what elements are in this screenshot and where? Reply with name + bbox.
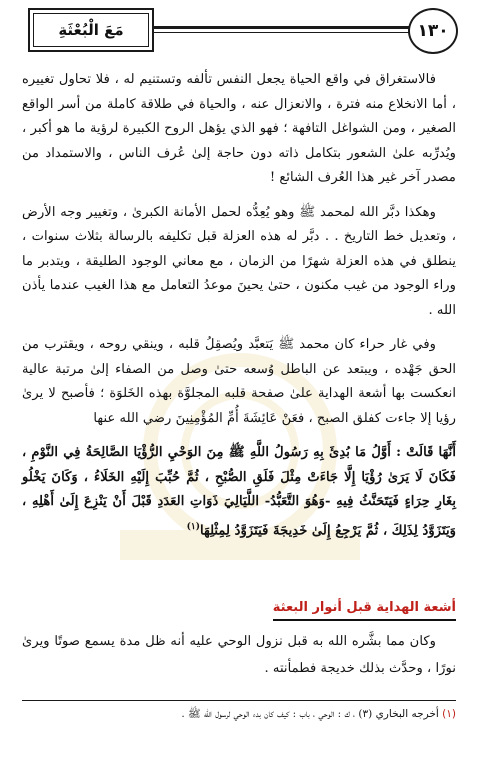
page-number: ١٣٠ bbox=[408, 8, 458, 54]
section-heading: أشعة الهداية قبل أنوار البعثة bbox=[273, 600, 456, 621]
hadith-footnote-ref[interactable]: (١) bbox=[186, 521, 200, 532]
book-title: مَعَ الْبُعْثَةِ bbox=[28, 8, 154, 52]
section-paragraph: وكان مما بشَّره الله به قبل نزول الوحي عليه أنه ظل مدة يسمع صوتًا ويرىٰ نورًا ، وحدَّث بذلك خديجة فطمأنته . bbox=[22, 634, 456, 676]
paragraph-3: وفي غار حراء كان محمد ﷺ يَتعبَّد ويُصقِلُ قلبه ، وينقي روحه ، ويقترب من الحق جَهْده ، ويبتعد عن الباطل وُسعه حتىٰ وصل من الصفاء إلىٰ مرتبة عالية انعكست بها أشعة الهداية علىٰ صفحة قلبه المجلوَّة بهذه الخَلوَة ؛ فأصبح لا يرىٰ رؤيا إلا جاءت كفلق الصبح ، فعَنْ عَائِشَةَ أُمِّ المُؤْمِنِينَ رضي الله عنها bbox=[22, 337, 456, 426]
footnote-text: أخرجه البخاري (٣) ، ك : الوحي ، باب : كيف كان بدء الوحي لرسول الله ﷺ . bbox=[181, 708, 439, 720]
hadith-quote bbox=[22, 441, 456, 543]
footnote-divider bbox=[22, 700, 456, 701]
page-header bbox=[28, 8, 458, 52]
paragraph-2: وهكذا دبَّر الله لمحمد ﷺ وهو يُعِدُّه لحمل الأمانة الكبرىٰ ، وتغيير وجه الأرض ، وتعديل خط التاريخ . . دبَّر له هذه العزلة قبل تكليفه بالرسالة بثلاث سنوات ، ينطلق في هذه العزلة شهرًا من الزمان ، مع معاني الوجود الطليقة ، ويتدبر ما وراء الوجود من غيب مكنون ، حتىٰ يحينَ موعدُ التعامل مع هذا الغيب عندما يأذن الله . bbox=[22, 204, 456, 318]
main-text bbox=[22, 68, 456, 553]
paragraph-1: فالاستغراق في واقع الحياة يجعل النفس تألفه وتستنيم له ، فلا تحاول تغييره ، أما الانخلاع منه فترة ، والانعزال عنه ، والحياة في طلاقة كاملة من أسر الواقع الصغير ، ومن الشواغل التافهة ؛ فهو الذي يؤهل الروح الكبيرة لرؤية ما هو أكبر ، ويُدرِّبه علىٰ الشعور بتكامل ذاته دون حاجة إلىٰ عُرف الناس ، والاستمداد من مصدر آخر غير هذا العُرف الشائع ! bbox=[22, 72, 456, 185]
footnote bbox=[22, 706, 456, 722]
hadith-text: أَنَّهَا قَالَتْ : أَوَّلُ مَا بُدِئَ بِهِ رَسُولُ اللَّهِ ﷺ مِنَ الوَحْيِ الرُّؤْيَا الصَّالِحَةُ فِي النَّوْمِ ، فَكَانَ لَا يَرَىٰ رُؤْيَا إِلَّا جَاءَتْ مِثْلَ فَلَقِ الصُّبْحِ ، ثُمَّ حُبِّبَ إِلَيْهِ الخَلَاءُ ، وَكَانَ يَخْلُو بِغَارِ حِرَاءٍ فَيَتَحَنَّثُ فِيهِ -وَهُوَ التَّعَبُّدُ- اللَّيَالِيَ ذَوَاتِ العَدَدِ قَبْلَ أَنْ يَنْزِعَ إِلَىٰ أَهْلِهِ ، وَيَتَزَوَّدُ لِذَلِكَ ، ثُمَّ يَرْجِعُ إِلَىٰ خَدِيجَةَ فَيَتَزَوَّدُ لِمِثْلِهَا bbox=[22, 445, 456, 538]
footnote-number: (١) bbox=[442, 708, 456, 720]
